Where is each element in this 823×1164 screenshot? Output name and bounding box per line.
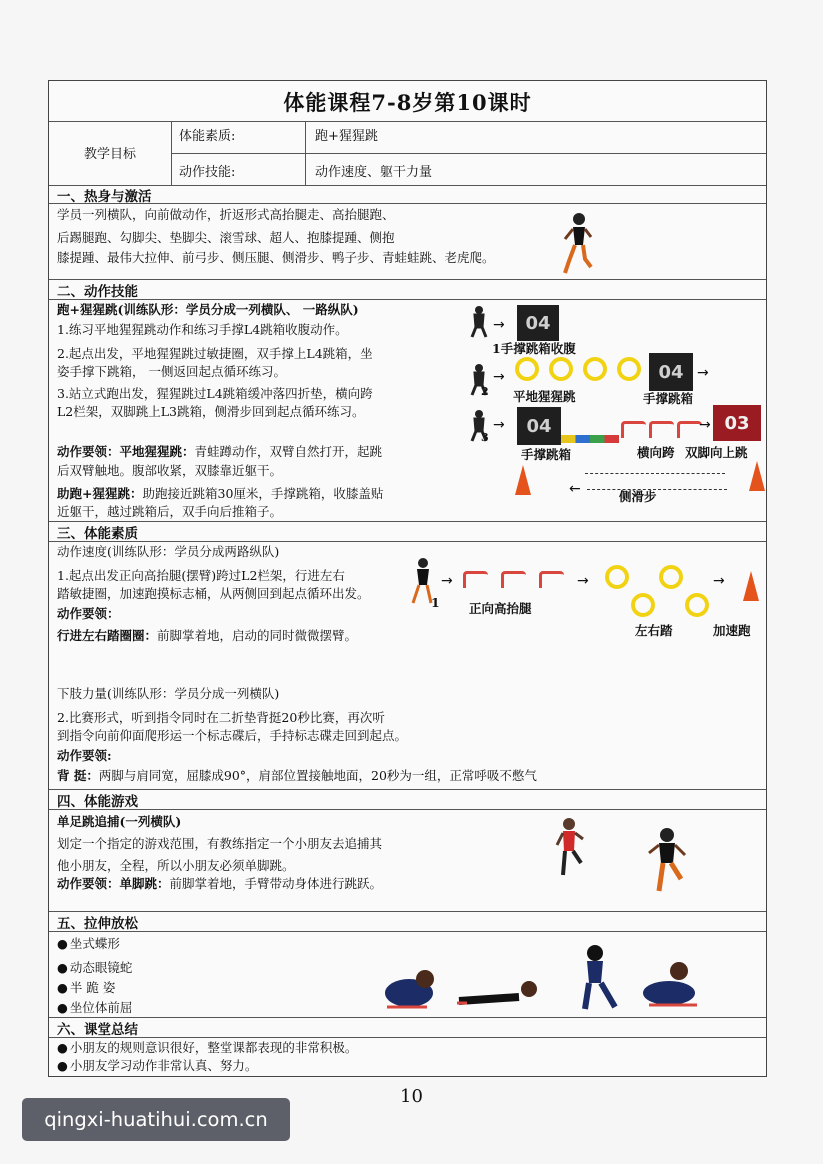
page-number: 10 <box>400 1086 423 1107</box>
caption-hand-box: 手撑跳箱 <box>521 447 572 462</box>
running-child-image <box>561 211 593 277</box>
skills-line: 2.起点出发，平地猩猩跳过敏捷圈，双手撑上L4跳箱，坐 <box>57 346 373 361</box>
agility-ring <box>549 357 573 381</box>
leg-title: 下肢力量(训练队形：学员分成一列横队) <box>57 686 280 701</box>
caption-flat-jump: 平地猩猩跳 <box>513 389 576 404</box>
caption-sprint: 加速跑 <box>713 623 751 638</box>
leg-line: 2.比赛形式，听到指令同时在二折垫背挺20秒比赛，再次听 <box>57 710 385 725</box>
leg-key: 动作要领: <box>57 748 112 763</box>
leg-key2-text: 两脚与肩同宽，屈膝成90°，肩部位置接触地面，20秒为一组，正常呼吸不憋气 <box>98 768 537 783</box>
caption-hand-box: 手撑跳箱 <box>643 391 694 406</box>
box-l4: 04 <box>517 407 561 445</box>
skills-key2-label: 助跑+猩猩跳： <box>57 486 143 501</box>
hurdle <box>621 421 646 438</box>
game-title: 单足跳追捕(一列横队) <box>57 814 182 829</box>
hurdle <box>463 571 488 588</box>
stretch-item: ● 半 跪 姿 <box>57 979 115 997</box>
box-l4: 04 <box>517 305 559 341</box>
folding-mat <box>561 435 619 443</box>
agility-ring <box>515 357 539 381</box>
skills-line: 姿手撑下跳箱， 一侧返回起点循环练习。 <box>57 364 286 379</box>
page-title: 体能课程7-8岁第10课时 <box>283 90 532 115</box>
agility-ring <box>631 593 655 617</box>
caption-cross: 横向跨 <box>637 445 675 460</box>
section-skills-title: 二、动作技能 <box>57 284 138 300</box>
section-summary-title: 六、课堂总结 <box>57 1022 138 1038</box>
game-line: 他小朋友，全程，所以小朋友必须单脚跳。 <box>57 858 295 873</box>
hopping-child-image <box>553 817 587 883</box>
skills-line: 1.练习平地猩猩跳动作和练习手撑L4跳箱收腹动作。 <box>57 322 348 337</box>
agility-ring <box>583 357 607 381</box>
quality-label: 体能素质: <box>179 129 236 144</box>
stretch-item: ● 坐位体前屈 <box>57 999 132 1017</box>
marker-cone <box>515 465 531 495</box>
speed-line: 踏敏捷圈，加速跑摸标志桶，从两侧回到起点循环出发。 <box>57 586 370 601</box>
caption-high-knee: 正向高抬腿 <box>469 601 532 616</box>
stretch-poses-image <box>379 941 699 1015</box>
skill-label: 动作技能: <box>179 165 236 180</box>
speed-title: 动作速度(训练队形：学员分成两路纵队) <box>57 544 280 559</box>
skills-line: 跑+猩猩跳(训练队形：学员分成一列横队、 一路纵队) <box>57 302 359 317</box>
warmup-line: 后踢腿跑、勾脚尖、垫脚尖、滚雪球、超人、抱膝提踵、侧抱 <box>57 230 395 245</box>
marker-cone <box>743 571 759 601</box>
caption-row1: 1手撑跳箱收腹 <box>492 341 576 356</box>
lesson-plan-sheet: 体能课程7-8岁第10课时 教学目标 体能素质: 跑+猩猩跳 动作技能: 动作速度、躯干力量 一、热身与激活 学员一列横队，向前做动作，折返形式高抬腿走、高抬腿跑、 后踢腿跑、勾脚尖、垫脚尖、滚雪球、超人、抱膝提踵、侧抱 膝提踵、最伟大拉伸、前弓步、侧压腿、侧滑步、鸭子步、青蛙蛙跳、老虎爬。 二、动作技能 跑+猩猩跳(训练队形：学员分成一列横队、 一路纵队) 1.练习平地猩猩跳动作和练习手撑L4跳箱收腹动作。 2.起点出发，平地猩猩跳过敏捷圈，双手撑上L4跳箱，坐 姿手撑下跳箱， 一侧返回起点循环练习。 3.站立式跑出发，猩猩跳过L4跳箱缓冲落四折垫，横向跨 L2栏架，双脚跳上L3跳箱，侧滑步回到起点循环练习。 动作要领：平地猩猩跳：青蛙蹲动作，双臂自然打开，起跳 后双臂触地。腹部收紧，双膝靠近躯干。 助跑+猩猩跳：助跑接近跳箱30厘米，手撑跳箱，收膝盖贴 近躯干，越过跳箱后，双手向后推箱子。 → 04 1手撑跳箱收腹 2 → 04 → 平地猩猩跳 手撑跳箱 3 → 04 → 03 手撑跳箱 横向跨 双脚向上跳 ← 侧滑步 三、体能素质 动作速度(训练队形：学员分成两路纵队) 1.起点出发正向高抬腿(摆臂)跨过L2栏架，行进左右 踏敏捷圈，加速跑摸标志桶，从两侧回到起点循环出发。 动作要领： 行进左右踏圈圈：前脚掌着地，启动的同时微微摆臂。 1 → → → 正向高抬腿 左右踏 加速跑 下肢力量(训练队形：学员分成一列横队) 2.比赛形式，听到指令同时在二折垫背挺20秒比赛，再次听 到指令向前仰面爬形运一个标志碟后，手持标志碟走回到起点。 动作要领: 背 挺：两脚与肩同宽，屈膝成90°，肩部位置接触地面，20秒为一组，正常呼吸不憋气 四、体能游戏 单足跳追捕(一列横队) 划定一个指定的游戏范围，有教练指定一个小朋友去追捕其 他小朋友，全程，所以小朋友必须单脚跳。 动作要领：单脚跳：前脚掌着地，手臂带动身体进行跳跃。 五、拉伸放松 ● 坐式蝶形 ● 动态眼镜蛇 ● 半 跪 姿 ● 坐位体前屈 六、课堂总结 ● 小朋友的规则意识很好，整堂课都表现的非常积极。 ● 小朋友学习动作非常认真、努力。 <box>48 80 767 1077</box>
section-game-title: 四、体能游戏 <box>57 794 138 810</box>
agility-ring <box>685 593 709 617</box>
objective-label: 教学目标 <box>83 147 136 162</box>
skill-value: 动作速度、躯干力量 <box>315 165 433 180</box>
section-fitness-title: 三、体能素质 <box>57 526 138 542</box>
row2-number: 2 <box>481 385 489 398</box>
caption-jump-up: 双脚向上跳 <box>685 445 748 460</box>
section-stretch-title: 五、拉伸放松 <box>57 916 138 932</box>
row3-number: 3 <box>481 431 489 444</box>
caption-side-slide: 侧滑步 <box>619 489 657 504</box>
game-key-text: 前脚掌着地，手臂带动身体进行跳跃。 <box>169 876 383 891</box>
summary-item: ● 小朋友的规则意识很好，整堂课都表现的非常积极。 <box>57 1039 357 1057</box>
section-warmup-title: 一、热身与激活 <box>57 189 152 205</box>
box-l4: 04 <box>649 353 693 391</box>
stretch-item: ● 动态眼镜蛇 <box>57 959 132 977</box>
quality-value: 跑+猩猩跳 <box>315 129 378 144</box>
box-l3: 03 <box>713 405 761 441</box>
hurdle <box>501 571 526 588</box>
agility-ring <box>605 565 629 589</box>
game-key-label: 动作要领：单脚跳： <box>57 876 170 891</box>
skills-line: L2栏架，双脚跳上L3跳箱，侧滑步回到起点循环练习。 <box>57 404 365 419</box>
skills-key-label: 动作要领：平地猩猩跳： <box>57 444 195 459</box>
marker-cone <box>749 461 765 491</box>
agility-ring <box>659 565 683 589</box>
stretch-item: ● 坐式蝶形 <box>57 935 120 953</box>
hurdle <box>649 421 674 438</box>
warmup-line: 膝提踵、最伟大拉伸、前弓步、侧压腿、侧滑步、鸭子步、青蛙蛙跳、老虎爬。 <box>57 250 495 265</box>
skills-key-text: 青蛙蹲动作，双臂自然打开，起跳 <box>194 444 383 459</box>
skills-key-text: 后双臂触地。腹部收紧，双膝靠近躯干。 <box>57 463 283 478</box>
speed-key2-label: 行进左右踏圈圈： <box>57 628 158 643</box>
side-slide-path <box>585 473 725 474</box>
leg-key2-label: 背 挺： <box>57 768 99 783</box>
leg-line: 到指令向前仰面爬形运一个标志碟后，手持标志碟走回到起点。 <box>57 728 408 743</box>
child-figure-icon <box>469 305 489 339</box>
caption-left-right: 左右踏 <box>635 623 673 638</box>
game-line: 划定一个指定的游戏范围，有教练指定一个小朋友去追捕其 <box>57 836 383 851</box>
watermark: qingxi-huatihui.com.cn <box>22 1098 290 1141</box>
speed-line: 1.起点出发正向高抬腿(摆臂)跨过L2栏架，行进左右 <box>57 568 345 583</box>
skills-line: 3.站立式跑出发，猩猩跳过L4跳箱缓冲落四折垫，横向跨 <box>57 386 373 401</box>
hurdle <box>539 571 564 588</box>
summary-item: ● 小朋友学习动作非常认真、努力。 <box>57 1057 257 1075</box>
agility-ring <box>617 357 641 381</box>
speed-row-number: 1 <box>431 595 440 610</box>
skills-key2-text: 近躯干，越过跳箱后，双手向后推箱子。 <box>57 504 283 519</box>
hopping-child-image <box>645 827 689 901</box>
skills-key2-text: 助跑接近跳箱30厘米，手撑跳箱，收膝盖贴 <box>142 486 384 501</box>
warmup-line: 学员一列横队，向前做动作，折返形式高抬腿走、高抬腿跑、 <box>57 207 395 222</box>
speed-key: 动作要领： <box>57 606 120 621</box>
speed-key2-text: 前脚掌着地，启动的同时微微摆臂。 <box>157 628 358 643</box>
